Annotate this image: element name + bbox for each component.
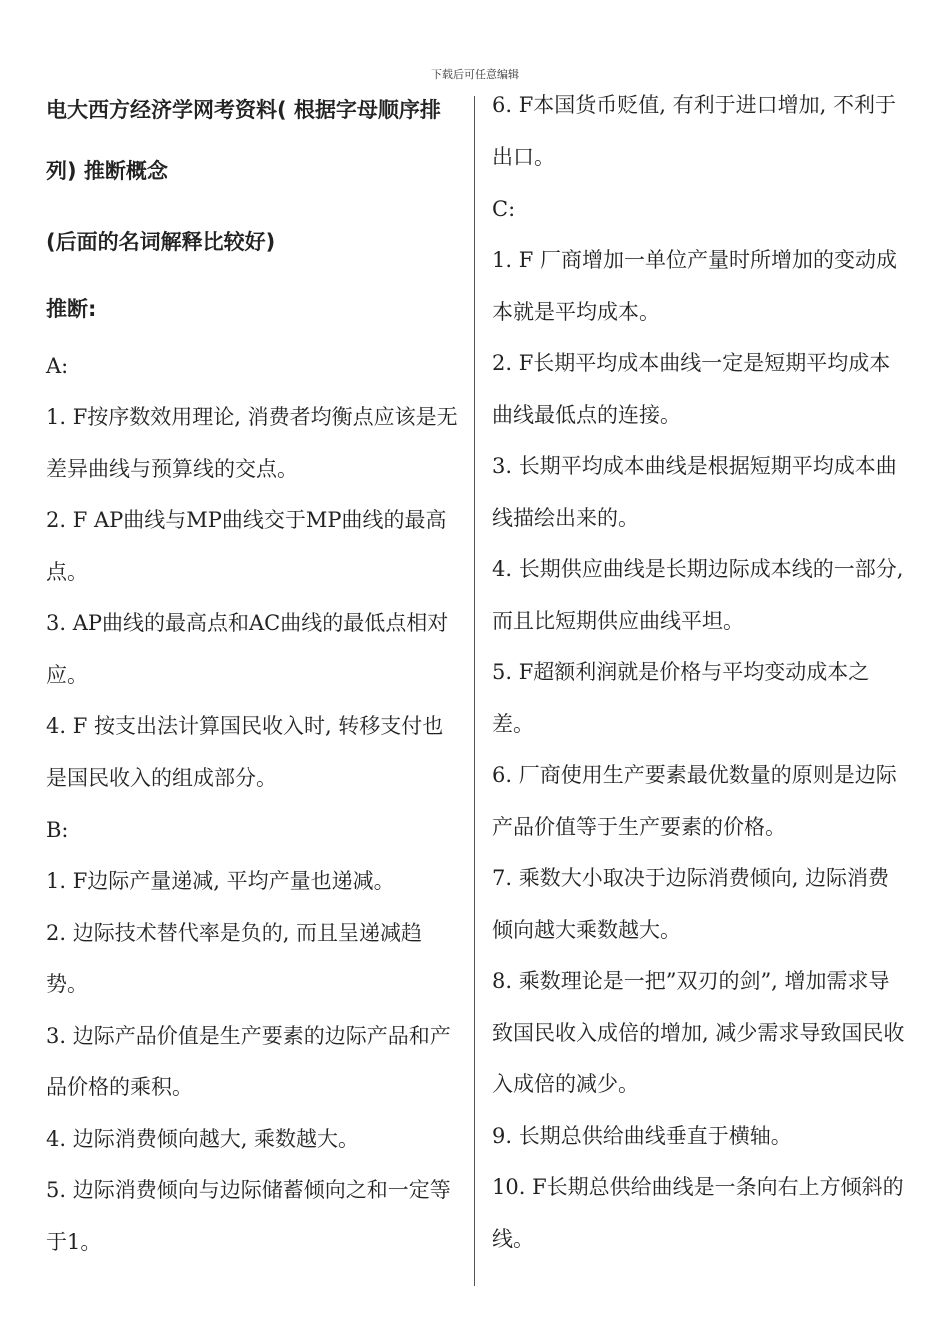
list-item-c8: 8. 乘数理论是一把”双刃的剑”, 增加需求导致国民收入成倍的增加, 减少需求导致国民收入成倍的减少。 bbox=[492, 969, 905, 1096]
list-item-a2: 2. F AP曲线与MP曲线交于MP曲线的最高点。 bbox=[46, 508, 447, 584]
column-divider bbox=[474, 96, 475, 1286]
group-letter-c: C: bbox=[492, 197, 516, 221]
list-item-c10: 10. F长期总供给曲线是一条向右上方倾斜的线。 bbox=[492, 1175, 904, 1251]
list-item-c7: 7. 乘数大小取决于边际消费倾向, 边际消费倾向越大乘数越大。 bbox=[492, 866, 890, 942]
right-column bbox=[492, 80, 906, 1265]
list-item-b5: 5. 边际消费倾向与边际储蓄倾向之和一定等于1。 bbox=[46, 1178, 451, 1254]
list-item-c6: 6. 厂商使用生产要素最优数量的原则是边际产品价值等于生产要素的价格。 bbox=[492, 763, 897, 839]
list-item-a1: 1. F按序数效用理论, 消费者均衡点应该是无差异曲线与预算线的交点。 bbox=[46, 405, 458, 481]
list-item-c1: 1. F 厂商增加一单位产量时所增加的变动成本就是平均成本。 bbox=[492, 248, 897, 324]
section-label-judgment: 推断: bbox=[46, 297, 97, 321]
list-item-a3: 3. AP曲线的最高点和AC曲线的最低点相对应。 bbox=[46, 611, 449, 687]
list-item-b6: 6. F本国货币贬值, 有利于进口增加, 不利于出口。 bbox=[492, 93, 896, 169]
list-item-c9: 9. 长期总供给曲线垂直于横轴。 bbox=[492, 1123, 792, 1148]
document-subtitle: (后面的名词解释比较好) bbox=[46, 230, 276, 254]
left-column bbox=[46, 80, 458, 1268]
document-title: 电大西方经济学网考资料( 根据字母顺序排列) 推断概念 bbox=[46, 98, 441, 183]
group-letter-a: A: bbox=[46, 354, 69, 378]
list-item-c3: 3. 长期平均成本曲线是根据短期平均成本曲线描绘出来的。 bbox=[492, 454, 897, 530]
list-item-a4: 4. F 按支出法计算国民收入时, 转移支付也是国民收入的组成部分。 bbox=[46, 714, 444, 790]
list-item-c2: 2. F长期平均成本曲线一定是短期平均成本曲线最低点的连接。 bbox=[492, 351, 891, 427]
list-item-c5: 5. F超额利润就是价格与平均变动成本之差。 bbox=[492, 660, 870, 736]
list-item-c4: 4. 长期供应曲线是长期边际成本线的一部分, 而且比短期供应曲线平坦。 bbox=[492, 557, 904, 633]
group-letter-b: B: bbox=[46, 818, 69, 842]
list-item-b1: 1. F边际产量递减, 平均产量也递减。 bbox=[46, 869, 395, 893]
list-item-b4: 4. 边际消费倾向越大, 乘数越大。 bbox=[46, 1126, 360, 1151]
list-item-b3: 3. 边际产品价值是生产要素的边际产品和产品价格的乘积。 bbox=[46, 1023, 451, 1099]
list-item-b2: 2. 边际技术替代率是负的, 而且呈递减趋势。 bbox=[46, 920, 423, 996]
header-note: 下载后可任意编辑 bbox=[431, 68, 519, 81]
